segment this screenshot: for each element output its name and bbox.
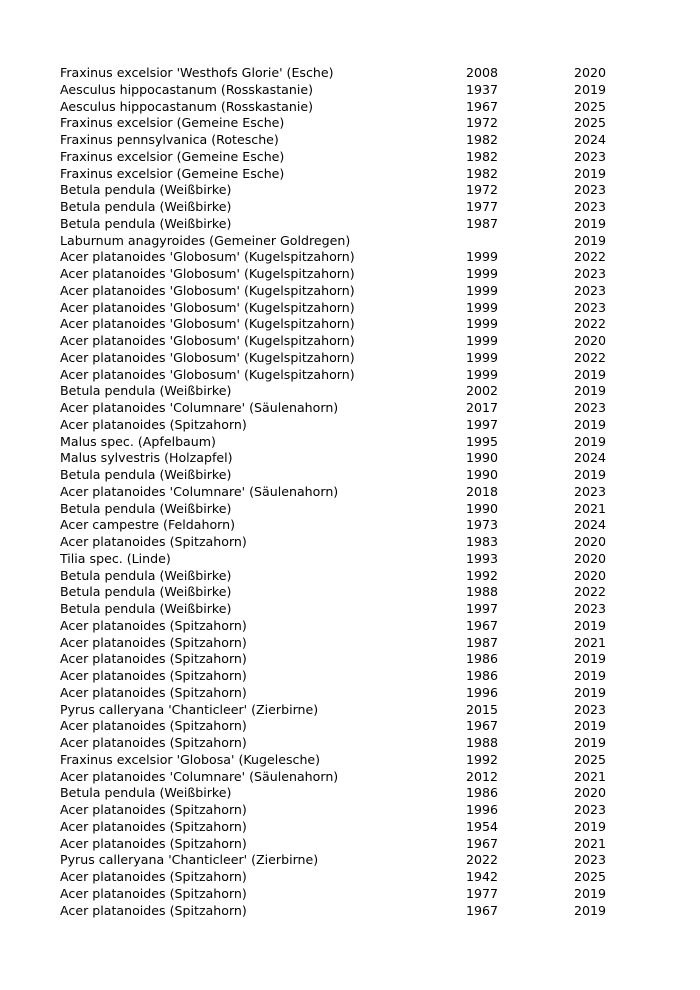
planting-year-cell: 2022 — [466, 852, 499, 868]
table-row — [60, 651, 624, 668]
species-cell: Fraxinus pennsylvanica (Rotesche) — [60, 132, 279, 147]
species-cell: Betula pendula (Weißbirke) — [60, 199, 232, 214]
planting-year-cell: 1967 — [466, 718, 499, 734]
tree-register-table — [60, 65, 624, 919]
table-row — [60, 618, 624, 635]
table-row — [60, 283, 624, 300]
control-year-cell: 2020 — [573, 567, 606, 583]
planting-year-cell: 1999 — [466, 299, 499, 315]
species-cell: Acer platanoides 'Columnare' (Säulenahorn) — [60, 400, 339, 415]
table-row — [60, 166, 624, 183]
control-year-cell: 2025 — [573, 115, 606, 131]
planting-year-cell: 1982 — [466, 165, 499, 181]
control-year-cell: 2020 — [573, 785, 606, 801]
planting-year-cell: 1977 — [466, 199, 499, 214]
control-year-cell: 2019 — [573, 215, 606, 231]
control-year-cell: 2025 — [573, 751, 606, 767]
planting-year-cell: 1999 — [466, 333, 499, 348]
species-cell: Acer platanoides (Spitzahorn) — [60, 718, 247, 734]
planting-year-cell: 1990 — [466, 467, 499, 482]
planting-year-cell: 1982 — [466, 148, 499, 164]
planting-year-cell: 1999 — [466, 249, 499, 265]
species-cell: Acer platanoides (Spitzahorn) — [60, 869, 247, 884]
table-row — [60, 115, 624, 132]
table-row — [60, 735, 624, 752]
control-year-cell: 2019 — [573, 684, 606, 700]
species-cell: Fraxinus excelsior 'Westhofs Glorie' (Esche) — [60, 65, 334, 80]
control-year-cell: 2019 — [573, 818, 606, 834]
species-cell: Acer platanoides (Spitzahorn) — [60, 902, 247, 918]
planting-year-cell: 1999 — [466, 366, 499, 382]
species-cell: Tilia spec. (Linde) — [60, 550, 171, 566]
planting-year-cell: 1992 — [466, 751, 499, 767]
planting-year-cell: 1997 — [466, 416, 499, 432]
species-cell: Aesculus hippocastanum (Rosskastanie) — [60, 81, 313, 97]
control-year-cell: 2023 — [573, 400, 606, 415]
species-cell: Acer campestre (Feldahorn) — [60, 517, 236, 533]
species-cell: Betula pendula (Weißbirke) — [60, 601, 232, 616]
species-cell: Laburnum anagyroides (Gemeiner Goldregen) — [60, 232, 351, 248]
table-row — [60, 249, 624, 266]
planting-year-cell — [460, 233, 536, 250]
control-year-cell: 2022 — [573, 249, 606, 265]
table-row — [60, 216, 624, 233]
table-row — [60, 501, 624, 518]
table-row — [60, 149, 624, 166]
species-cell: Betula pendula (Weißbirke) — [60, 785, 232, 801]
table-row — [60, 769, 624, 786]
planting-year-cell: 1986 — [466, 668, 499, 683]
table-row — [60, 718, 624, 735]
control-year-cell: 2019 — [573, 885, 606, 901]
table-row — [60, 65, 624, 82]
control-year-cell: 2019 — [573, 416, 606, 432]
table-row — [60, 903, 624, 920]
control-year-cell: 2021 — [573, 500, 606, 516]
control-year-cell: 2019 — [573, 232, 606, 248]
control-year-cell: 2019 — [573, 165, 606, 181]
planting-year-cell: 1999 — [466, 316, 499, 332]
species-cell: Acer platanoides 'Columnare' (Säulenahorn) — [60, 483, 339, 499]
planting-year-cell: 1983 — [466, 534, 499, 549]
species-cell: Acer platanoides 'Globosum' (Kugelspitzahorn) — [60, 299, 355, 315]
planting-year-cell: 2008 — [466, 65, 499, 80]
species-cell: Fraxinus excelsior (Gemeine Esche) — [60, 165, 285, 181]
planting-year-cell: 1995 — [466, 433, 499, 449]
table-row — [60, 551, 624, 568]
planting-year-cell: 1967 — [466, 617, 499, 633]
table-row — [60, 300, 624, 317]
control-year-cell: 2020 — [573, 333, 606, 348]
species-cell: Acer platanoides (Spitzahorn) — [60, 416, 247, 432]
species-cell: Acer platanoides (Spitzahorn) — [60, 684, 247, 700]
table-row — [60, 99, 624, 116]
species-cell: Acer platanoides 'Globosum' (Kugelspitzahorn) — [60, 249, 355, 265]
planting-year-cell: 1999 — [466, 349, 499, 365]
planting-year-cell: 1986 — [466, 651, 499, 667]
table-row — [60, 450, 624, 467]
control-year-cell: 2023 — [573, 299, 606, 315]
control-year-cell: 2019 — [573, 433, 606, 449]
planting-year-cell: 1982 — [466, 132, 499, 147]
control-year-cell: 2019 — [573, 718, 606, 734]
planting-year-cell: 1942 — [466, 869, 499, 884]
table-row — [60, 819, 624, 836]
control-year-cell: 2022 — [573, 316, 606, 332]
planting-year-cell: 1937 — [466, 81, 499, 97]
species-cell: Acer platanoides 'Globosum' (Kugelspitzahorn) — [60, 266, 355, 281]
species-cell: Acer platanoides 'Globosum' (Kugelspitzahorn) — [60, 333, 355, 348]
table-row — [60, 82, 624, 99]
control-year-cell: 2024 — [573, 450, 606, 466]
table-row — [60, 869, 624, 886]
table-row — [60, 417, 624, 434]
species-cell: Acer platanoides (Spitzahorn) — [60, 835, 247, 851]
control-year-cell: 2022 — [573, 349, 606, 365]
planting-year-cell: 1990 — [466, 500, 499, 516]
species-cell: Pyrus calleryana 'Chanticleer' (Zierbirne) — [60, 701, 319, 717]
planting-year-cell: 1986 — [466, 785, 499, 801]
table-row — [60, 568, 624, 585]
control-year-cell: 2023 — [573, 802, 606, 817]
planting-year-cell: 1992 — [466, 567, 499, 583]
table-row — [60, 836, 624, 853]
species-cell: Malus sylvestris (Holzapfel) — [60, 450, 233, 466]
planting-year-cell: 1972 — [466, 115, 499, 131]
planting-year-cell: 1990 — [466, 450, 499, 466]
control-year-cell: 2023 — [573, 701, 606, 717]
species-cell: Acer platanoides 'Globosum' (Kugelspitzahorn) — [60, 349, 355, 365]
control-year-cell: 2019 — [573, 366, 606, 382]
species-cell: Betula pendula (Weißbirke) — [60, 500, 232, 516]
control-year-cell: 2023 — [573, 182, 606, 198]
control-year-cell: 2024 — [573, 517, 606, 533]
control-year-cell: 2019 — [573, 735, 606, 750]
planting-year-cell: 1977 — [466, 885, 499, 901]
planting-year-cell: 1954 — [466, 818, 499, 834]
table-row — [60, 316, 624, 333]
table-row — [60, 434, 624, 451]
species-cell: Acer platanoides 'Columnare' (Säulenahorn) — [60, 768, 339, 784]
planting-year-cell: 1993 — [466, 550, 499, 566]
control-year-cell: 2025 — [573, 98, 606, 114]
planting-year-cell: 1967 — [466, 902, 499, 918]
species-cell: Acer platanoides 'Globosum' (Kugelspitzahorn) — [60, 366, 355, 382]
table-row — [60, 852, 624, 869]
species-cell: Betula pendula (Weißbirke) — [60, 467, 232, 482]
control-year-cell: 2019 — [573, 902, 606, 918]
table-row — [60, 400, 624, 417]
species-cell: Betula pendula (Weißbirke) — [60, 567, 232, 583]
control-year-cell: 2023 — [573, 148, 606, 164]
control-year-cell: 2019 — [573, 383, 606, 399]
species-cell: Acer platanoides (Spitzahorn) — [60, 634, 247, 650]
table-row — [60, 785, 624, 802]
table-row — [60, 182, 624, 199]
control-year-cell: 2023 — [573, 483, 606, 499]
control-year-cell: 2020 — [573, 550, 606, 566]
table-row — [60, 685, 624, 702]
planting-year-cell: 1988 — [466, 584, 499, 600]
tree-register-body — [60, 65, 624, 919]
control-year-cell: 2023 — [573, 282, 606, 298]
species-cell: Betula pendula (Weißbirke) — [60, 383, 232, 399]
species-cell: Acer platanoides (Spitzahorn) — [60, 735, 247, 750]
control-year-cell: 2019 — [573, 467, 606, 482]
control-year-cell: 2021 — [573, 835, 606, 851]
planting-year-cell: 1987 — [466, 634, 499, 650]
species-cell: Acer platanoides (Spitzahorn) — [60, 668, 247, 683]
planting-year-cell: 2002 — [466, 383, 499, 399]
table-row — [60, 668, 624, 685]
table-row — [60, 484, 624, 501]
planting-year-cell: 2018 — [466, 483, 499, 499]
species-cell: Pyrus calleryana 'Chanticleer' (Zierbirne) — [60, 852, 319, 868]
species-cell: Acer platanoides (Spitzahorn) — [60, 651, 247, 667]
species-cell: Acer platanoides 'Globosum' (Kugelspitzahorn) — [60, 282, 355, 298]
species-cell: Fraxinus excelsior (Gemeine Esche) — [60, 115, 285, 131]
table-row — [60, 584, 624, 601]
planting-year-cell: 2017 — [466, 400, 499, 415]
control-year-cell: 2024 — [573, 132, 606, 147]
species-cell: Fraxinus excelsior 'Globosa' (Kugelesche) — [60, 751, 321, 767]
table-row — [60, 635, 624, 652]
species-cell: Malus spec. (Apfelbaum) — [60, 433, 216, 449]
control-year-cell: 2019 — [573, 81, 606, 97]
planting-year-cell: 1997 — [466, 601, 499, 616]
control-year-cell: 2021 — [573, 634, 606, 650]
control-year-cell: 2021 — [573, 768, 606, 784]
control-year-cell: 2022 — [573, 584, 606, 600]
species-cell: Acer platanoides (Spitzahorn) — [60, 617, 247, 633]
planting-year-cell: 1987 — [466, 215, 499, 231]
table-row — [60, 266, 624, 283]
control-year-cell: 2019 — [573, 668, 606, 683]
species-cell: Aesculus hippocastanum (Rosskastanie) — [60, 98, 313, 114]
species-cell: Acer platanoides (Spitzahorn) — [60, 818, 247, 834]
planting-year-cell: 2015 — [466, 701, 499, 717]
table-row — [60, 702, 624, 719]
control-year-cell: 2025 — [573, 869, 606, 884]
table-row — [60, 601, 624, 618]
planting-year-cell: 1973 — [466, 517, 499, 533]
table-row — [60, 886, 624, 903]
species-cell: Fraxinus excelsior (Gemeine Esche) — [60, 148, 285, 164]
planting-year-cell: 1967 — [466, 98, 499, 114]
control-year-cell: 2020 — [573, 65, 606, 80]
table-row — [60, 333, 624, 350]
table-row — [60, 752, 624, 769]
table-row — [60, 132, 624, 149]
species-cell: Acer platanoides 'Globosum' (Kugelspitzahorn) — [60, 316, 355, 332]
table-row — [60, 199, 624, 216]
planting-year-cell: 1972 — [466, 182, 499, 198]
planting-year-cell: 1988 — [466, 735, 499, 750]
table-row — [60, 367, 624, 384]
species-cell: Acer platanoides (Spitzahorn) — [60, 534, 247, 549]
planting-year-cell: 1999 — [466, 266, 499, 281]
control-year-cell: 2019 — [573, 617, 606, 633]
table-row — [60, 233, 624, 250]
control-year-cell: 2019 — [573, 651, 606, 667]
table-row — [60, 517, 624, 534]
table-row — [60, 534, 624, 551]
control-year-cell: 2023 — [573, 266, 606, 281]
table-row — [60, 350, 624, 367]
planting-year-cell: 2012 — [466, 768, 499, 784]
control-year-cell: 2023 — [573, 601, 606, 616]
species-cell: Acer platanoides (Spitzahorn) — [60, 885, 247, 901]
species-cell: Betula pendula (Weißbirke) — [60, 584, 232, 600]
control-year-cell: 2023 — [573, 199, 606, 214]
control-year-cell: 2020 — [573, 534, 606, 549]
table-row — [60, 467, 624, 484]
species-cell: Acer platanoides (Spitzahorn) — [60, 802, 247, 817]
table-row — [60, 383, 624, 400]
species-cell: Betula pendula (Weißbirke) — [60, 182, 232, 198]
table-row — [60, 802, 624, 819]
planting-year-cell: 1996 — [466, 802, 499, 817]
planting-year-cell: 1967 — [466, 835, 499, 851]
planting-year-cell: 1996 — [466, 684, 499, 700]
planting-year-cell: 1999 — [466, 282, 499, 298]
species-cell: Betula pendula (Weißbirke) — [60, 215, 232, 231]
control-year-cell: 2023 — [573, 852, 606, 868]
